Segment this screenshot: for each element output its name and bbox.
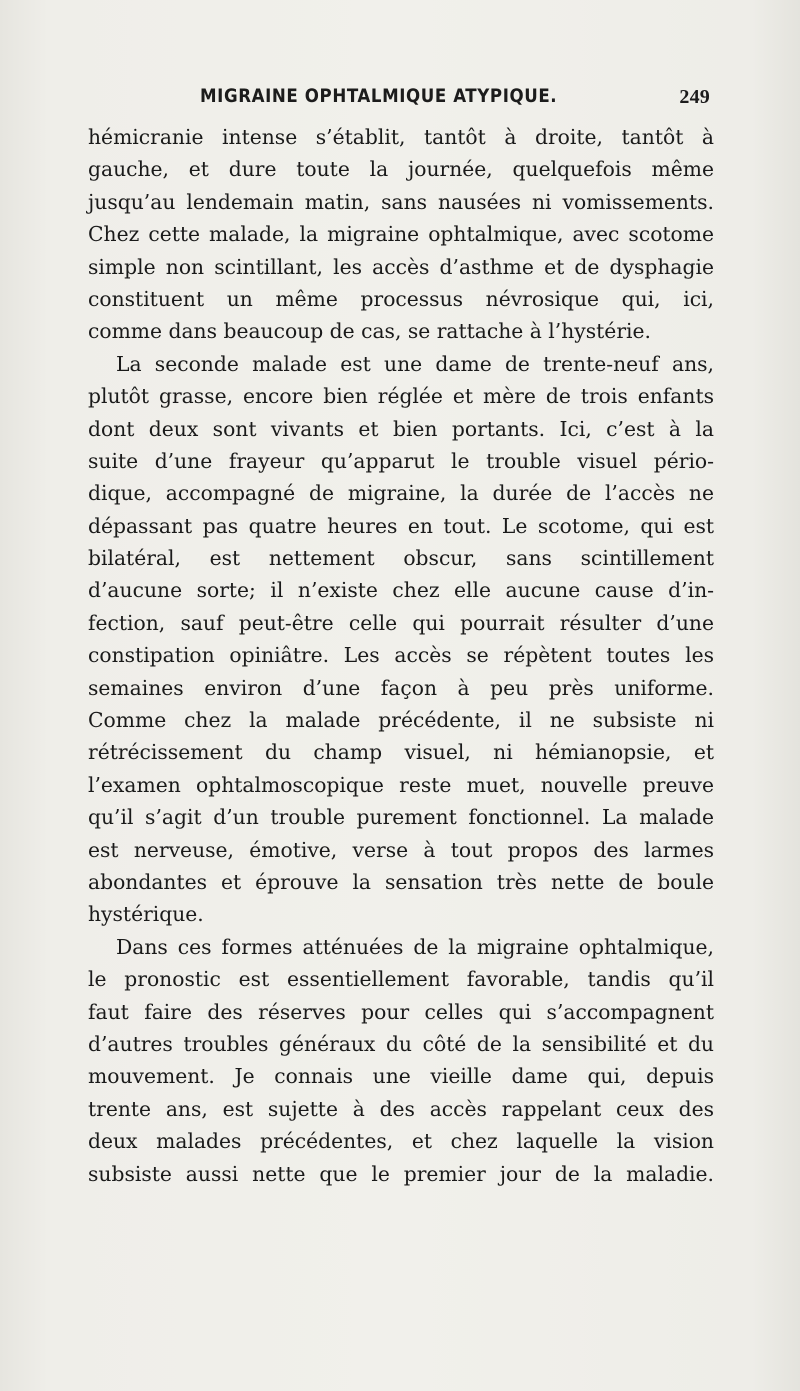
text-line: La seconde malade est une dame de trente-neuf ans, (116, 351, 714, 376)
text-line: hystérique. (88, 902, 204, 927)
text-line: le pronostic est essentiellement favorable, tandis qu’il (88, 967, 714, 992)
text-line: dépassant pas quatre heures en tout. Le scotome, qui est (88, 513, 714, 538)
text-line: suite d’une frayeur qu’apparut le trouble visuel pério- (88, 448, 714, 473)
text-line: jusqu’au lendemain matin, sans nausées ni vomissements. (88, 189, 714, 214)
text-line: Chez cette malade, la migraine ophtalmique, avec scotome (88, 222, 714, 247)
text-line: est nerveuse, émotive, verse à tout propos des larmes (88, 837, 714, 862)
text-line: d’autres troubles généraux du côté de la sensibilité et du (88, 1031, 714, 1056)
text-line: mouvement. Je connais une vieille dame qui, depuis (88, 1064, 714, 1089)
text-line: trente ans, est sujette à des accès rappelant ceux des (88, 1096, 714, 1121)
text-line: constipation opiniâtre. Les accès se répètent toutes les (88, 643, 714, 668)
text-line: d’aucune sorte; il n’existe chez elle aucune cause d’in- (88, 578, 714, 603)
text-line: Comme chez la malade précédente, il ne subsiste ni (88, 708, 714, 733)
text-line: fection, sauf peut-être celle qui pourrait résulter d’une (88, 610, 714, 635)
text-line: constituent un même processus névrosique qui, ici, (88, 286, 714, 311)
text-line: dique, accompagné de migraine, la durée de l’accès ne (88, 481, 714, 506)
page-number: 249 (679, 86, 710, 108)
running-head (200, 86, 710, 116)
text-line: deux malades précédentes, et chez laquelle la vision (88, 1129, 714, 1154)
text-line: plutôt grasse, encore bien réglée et mère de trois enfants (88, 384, 714, 409)
text-line: gauche, et dure toute la journée, quelquefois même (88, 157, 714, 182)
text-line: rétrécissement du champ visuel, ni hémianopsie, et (88, 740, 714, 765)
running-title: MIGRAINE OPHTALMIQUE ATYPIQUE. (200, 86, 558, 107)
text-line: Dans ces formes atténuées de la migraine ophtalmique, (116, 934, 714, 959)
text-line: bilatéral, est nettement obscur, sans scintillement (88, 546, 714, 571)
text-line: hémicranie intense s’établit, tantôt à droite, tantôt à (88, 125, 714, 149)
text-line: simple non scintillant, les accès d’asthme et de dysphagie (88, 254, 714, 279)
body-text (88, 121, 714, 1190)
text-line: qu’il s’agit d’un trouble purement fonctionnel. La malade (88, 805, 714, 830)
text-line: l’examen ophtalmoscopique reste muet, nouvelle preuve (88, 772, 714, 797)
text-line: abondantes et éprouve la sensation très nette de boule (88, 869, 714, 894)
text-line: comme dans beaucoup de cas, se rattache à l’hystérie. (88, 319, 651, 344)
text-line: dont deux sont vivants et bien portants. Ici, c’est à la (88, 416, 714, 441)
text-line: faut faire des réserves pour celles qui s’accompagnent (88, 999, 714, 1024)
text-line: semaines environ d’une façon à peu près uniforme. (88, 675, 714, 700)
text-line: subsiste aussi nette que le premier jour de la maladie. (88, 1161, 714, 1186)
